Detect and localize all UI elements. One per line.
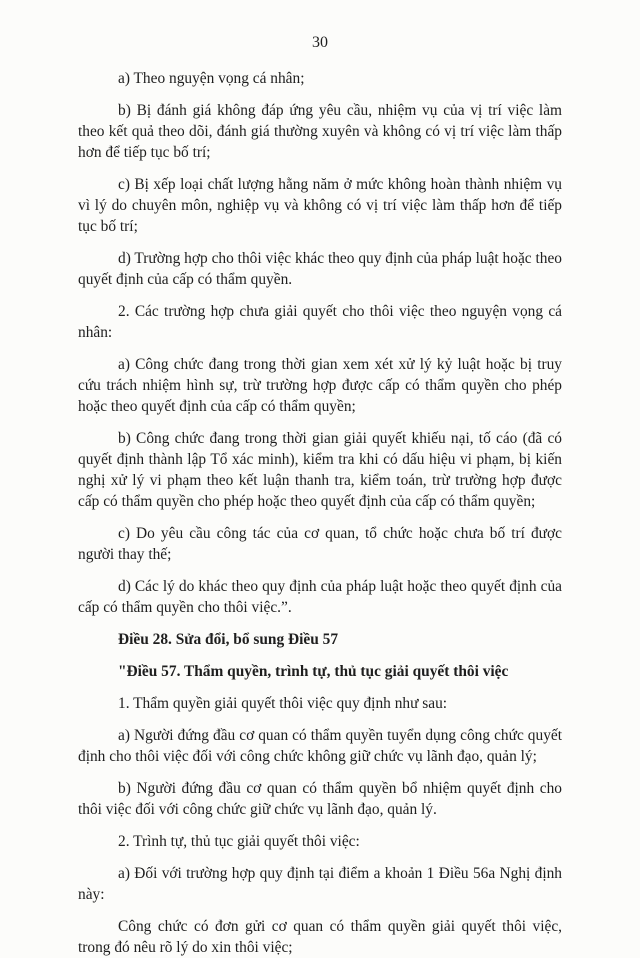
paragraph: a) Đối với trường hợp quy định tại điểm a khoản 1 Điều 56a Nghị định này: (78, 865, 562, 903)
paragraph: c) Do yêu cầu công tác của cơ quan, tổ chức hoặc chưa bố trí được người thay thế; (78, 525, 562, 563)
paragraph: b) Người đứng đầu cơ quan có thẩm quyền bổ nhiệm quyết định cho thôi việc đối với công chức giữ chức vụ lãnh đạo, quản lý. (78, 780, 562, 818)
document-body (78, 68, 562, 958)
paragraph: b) Bị đánh giá không đáp ứng yêu cầu, nhiệm vụ của vị trí việc làm theo kết quả theo dõi, đánh giá thường xuyên và không có vị trí việc làm thấp hơn để tiếp tục bố trí; (78, 102, 562, 161)
paragraph: a) Người đứng đầu cơ quan có thẩm quyền tuyển dụng công chức quyết định cho thôi việc đối với công chức không giữ chức vụ lãnh đạo, quản lý; (78, 727, 562, 765)
paragraph: 2. Các trường hợp chưa giải quyết cho thôi việc theo nguyện vọng cá nhân: (78, 303, 562, 341)
article-heading: "Điều 57. Thẩm quyền, trình tự, thủ tục giải quyết thôi việc (118, 663, 509, 680)
paragraph: 1. Thẩm quyền giải quyết thôi việc quy định như sau: (118, 695, 448, 712)
page-number: 30 (312, 34, 328, 51)
paragraph: a) Theo nguyện vọng cá nhân; (118, 70, 305, 87)
paragraph: Công chức có đơn gửi cơ quan có thẩm quyền giải quyết thôi việc, trong đó nêu rõ lý do xin thôi việc; (78, 918, 562, 956)
paragraph: d) Các lý do khác theo quy định của pháp luật hoặc theo quyết định của cấp có thẩm quyền cho thôi việc.”. (78, 578, 562, 616)
paragraph: d) Trường hợp cho thôi việc khác theo quy định của pháp luật hoặc theo quyết định của cấp có thẩm quyền. (78, 250, 562, 288)
paragraph: c) Bị xếp loại chất lượng hằng năm ở mức không hoàn thành nhiệm vụ vì lý do chuyên môn, nghiệp vụ và không có vị trí việc làm thấp hơn để tiếp tục bố trí; (78, 176, 562, 235)
paragraph: a) Công chức đang trong thời gian xem xét xử lý kỷ luật hoặc bị truy cứu trách nhiệm hình sự, trừ trường hợp được cấp có thẩm quyền cho phép hoặc theo quyết định của cấp có thẩm quyền; (78, 356, 562, 415)
paragraph: 2. Trình tự, thủ tục giải quyết thôi việc: (118, 833, 360, 850)
article-heading: Điều 28. Sửa đổi, bổ sung Điều 57 (118, 631, 339, 648)
paragraph: b) Công chức đang trong thời gian giải quyết khiếu nại, tố cáo (đã có quyết định thành lập Tổ xác minh), kiểm tra khi có dấu hiệu vi phạm, bị kiến nghị xử lý vi phạm theo kết luận thanh tra, kiểm toán, trừ trường hợp được cấp có thẩm quyền cho phép hoặc theo quyết định của cấp có thẩm quyền; (78, 430, 562, 510)
